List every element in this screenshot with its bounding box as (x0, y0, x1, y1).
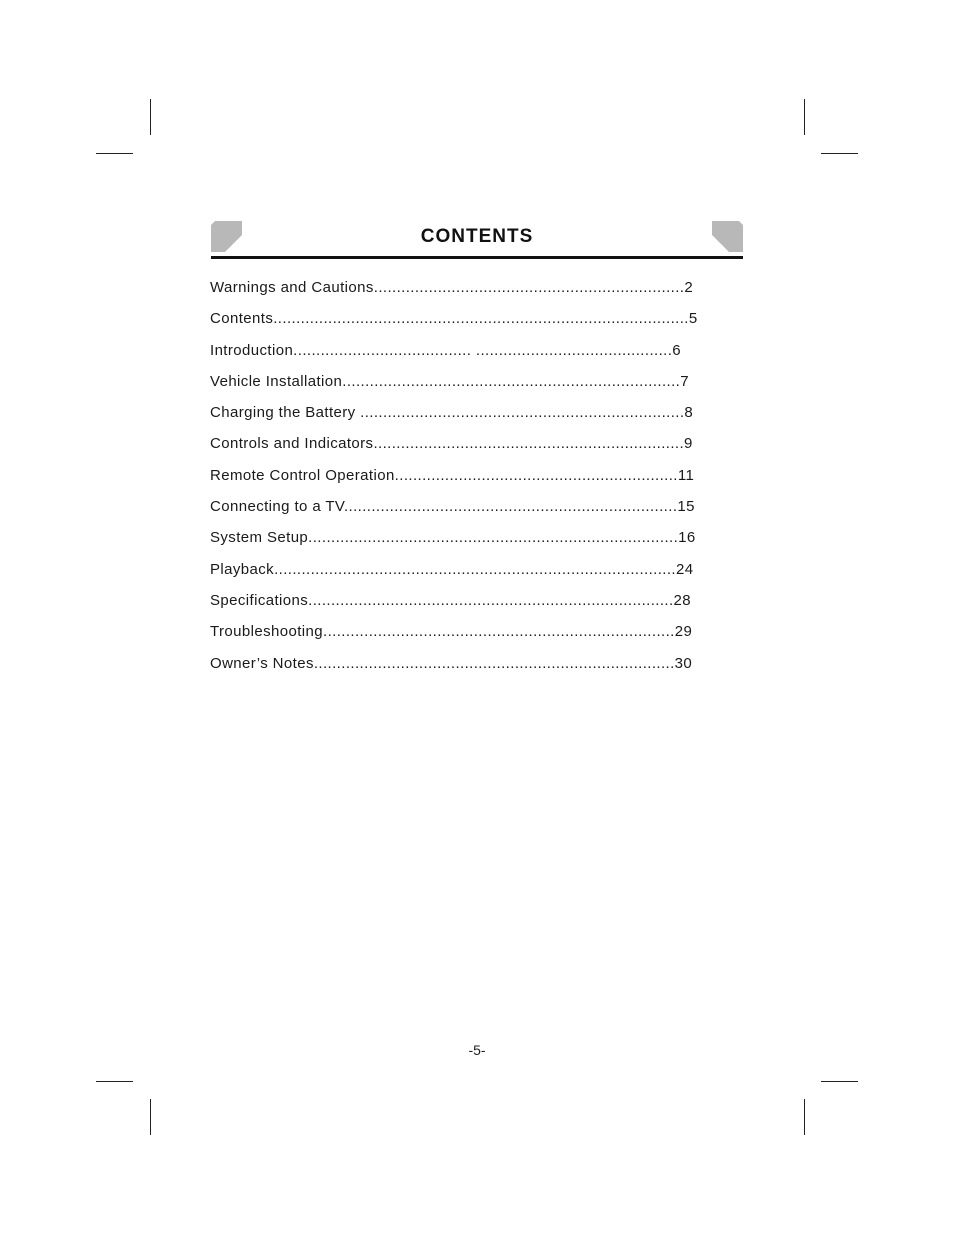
toc-entry-connecting-to-a-tv[interactable]: Connecting to a TV.........................................................................15 (210, 498, 695, 516)
toc-entry-controls-and-indicators[interactable]: Controls and Indicators....................................................................9 (210, 435, 693, 453)
toc-entry-troubleshooting[interactable]: Troubleshooting.............................................................................29 (210, 623, 693, 641)
toc-entry-owners-notes[interactable]: Owner’s Notes...............................................................................30 (210, 654, 693, 672)
table-of-contents (210, 278, 750, 685)
toc-entry-charging-the-battery[interactable]: Charging the Battery .......................................................................8 (210, 404, 694, 422)
page-number: -5- (468, 1042, 486, 1058)
toc-entry-remote-control-operation[interactable]: Remote Control Operation..............................................................11 (210, 466, 695, 484)
toc-entry-vehicle-installation[interactable]: Vehicle Installation..........................................................................7 (210, 372, 689, 390)
crop-mark-bottom-left-horizontal (96, 1081, 133, 1082)
header-rule (211, 256, 743, 259)
crop-mark-bottom-left-vertical (150, 1099, 151, 1135)
toc-entry-contents[interactable]: Contents...........................................................................................5 (210, 310, 698, 328)
crop-mark-top-right-vertical (804, 99, 805, 135)
crop-mark-top-right-horizontal (821, 153, 858, 154)
crop-mark-bottom-right-horizontal (821, 1081, 858, 1082)
crop-mark-bottom-right-vertical (804, 1099, 805, 1135)
toc-entry-warnings-and-cautions[interactable]: Warnings and Cautions....................................................................2 (210, 279, 694, 296)
toc-entry-playback[interactable]: Playback........................................................................................24 (210, 560, 694, 578)
crop-mark-top-left-horizontal (96, 153, 133, 154)
toc-entry-introduction[interactable]: Introduction....................................... ...........................................6 (210, 341, 682, 359)
toc-entry-specifications[interactable]: Specifications................................................................................28 (210, 591, 692, 609)
contents-header (211, 221, 743, 259)
toc-entry-system-setup[interactable]: System Setup.................................................................................16 (210, 529, 696, 547)
page-title: CONTENTS (420, 226, 534, 247)
crop-mark-top-left-vertical (150, 99, 151, 135)
